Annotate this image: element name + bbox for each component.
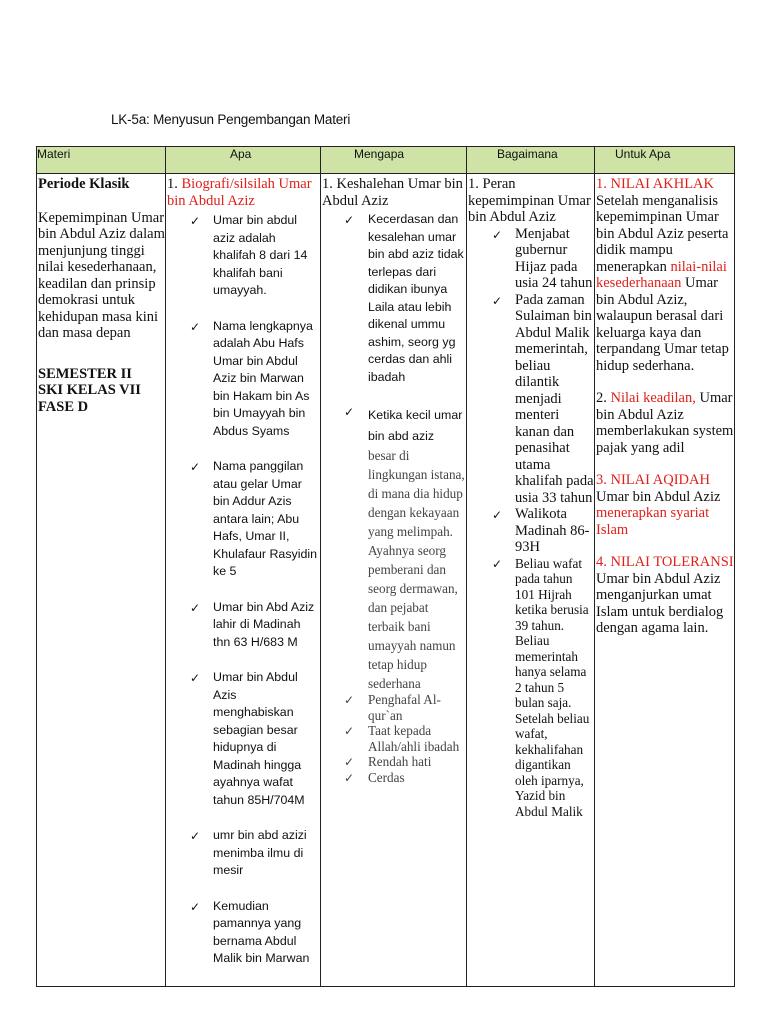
apa-heading	[167, 176, 320, 209]
header-bagaimana: Bagaimana	[467, 147, 595, 174]
list-item-text: Umar bin Abdul Azis menghabiskan sebagian besar hidupnya di Madinah hingga ayahnya wafat tahun 85H/704M	[213, 670, 305, 807]
period-label: Periode Klasik	[38, 176, 130, 192]
list-item	[322, 754, 466, 770]
document-title: LK-5a: Menyusun Pengembangan Materi	[111, 112, 351, 127]
check-mark-icon: ✓	[492, 508, 503, 522]
list-item	[468, 506, 594, 556]
content-row	[37, 174, 735, 987]
bagaimana-heading: 1. Peran kepemimpinan Umar bin Abdul Aziz	[468, 176, 591, 225]
mengapa-heading: 1. Keshalehan Umar bin Abdul Aziz	[322, 176, 463, 209]
list-item-text: Nama panggilan atau gelar Umar bin Addur Azis antara lain; Abu Hafs, Umar II, Khulafaur Rasyidin ke 5	[213, 459, 318, 578]
check-mark-icon: ✓	[492, 556, 503, 571]
check-mark-icon: ✓	[190, 671, 201, 685]
list-item-text: Kemudian pamannya yang bernama Abdul Malik bin Marwan	[213, 898, 310, 965]
check-mark-icon: ✓	[190, 899, 201, 914]
value-heading: 3. NILAI AQIDAH	[596, 472, 710, 488]
list-item	[167, 599, 320, 652]
list-item	[322, 404, 466, 692]
check-mark-icon: ✓	[344, 213, 355, 227]
check-mark-icon: ✓	[190, 460, 201, 474]
check-mark-icon: ✓	[190, 829, 201, 843]
header-mengapa: Mengapa	[321, 147, 467, 174]
list-item	[167, 458, 320, 581]
check-mark-icon: ✓	[344, 405, 355, 419]
list-item	[167, 318, 320, 441]
list-item-text: umr bin abd azizi menimba ilmu di mesir	[213, 828, 307, 877]
cell-materi	[37, 174, 166, 987]
value-text-cont: Umar bin Abdul Aziz, walaupun berasal dari keluarga kaya dan terpandang Umar tetap hidup sederhana.	[596, 275, 729, 374]
check-mark-icon: ✓	[190, 214, 201, 228]
value-heading: 1. NILAI AKHLAK	[596, 176, 714, 192]
check-mark-icon: ✓	[492, 227, 503, 242]
list-item	[322, 770, 466, 786]
cell-untuk-apa	[595, 174, 735, 987]
list-item	[167, 827, 320, 880]
list-item-text: Ketika kecil umar bin abd aziz	[368, 408, 463, 443]
apa-heading-number: 1.	[167, 176, 178, 192]
cell-apa	[166, 174, 321, 987]
value-text: Setelah menganalisis kepemimpinan Umar bin Abdul Aziz peserta didik mampu menerapkan	[596, 192, 729, 275]
list-item-text: Walikota Madinah 86-93H	[515, 506, 590, 555]
value-block-aqidah	[596, 472, 734, 538]
value-block-keadilan	[596, 390, 734, 456]
value-block-toleransi	[596, 554, 734, 637]
check-mark-icon: ✓	[190, 319, 201, 334]
check-mark-icon: ✓	[190, 600, 201, 615]
list-item	[468, 556, 594, 820]
phase-line: FASE D	[38, 398, 89, 415]
value-text: Umar bin Abdul Aziz menganjurkan umat Islam untuk berdialog dengan agama lain.	[596, 570, 724, 636]
semester-line: SEMESTER II	[38, 365, 132, 382]
list-item-text: Taat kepada Allah/ahli ibadah	[368, 723, 460, 754]
check-mark-icon: ✓	[344, 755, 355, 769]
list-item	[468, 226, 594, 292]
list-item-text: Kecerdasan dan kesalehan umar bin abd aziz tidak terlepas dari didikan ibunya Laila atau lebih dikenal ummu ashim, seorg yg cerdas dan ahli ibadah	[368, 212, 464, 384]
check-mark-icon: ✓	[344, 724, 355, 738]
list-item	[468, 292, 594, 507]
mengapa-list	[322, 211, 466, 785]
list-item-text: Nama lengkapnya adalah Abu Hafs Umar bin Abdul Aziz bin Marwan bin Hakam bin As bin Umayyah bin Abdus Syams	[213, 318, 313, 438]
check-mark-icon: ✓	[344, 770, 355, 785]
value-text: Umar bin Abdul Aziz memberlakukan system pajak yang adil	[596, 390, 734, 456]
header-materi: Materi	[37, 147, 166, 174]
apa-list	[167, 212, 320, 968]
value-highlight: nilai-nilai kesederhanaan	[596, 258, 727, 291]
list-item-text-cont: besar di lingkungan istana, di mana dia hidup dengan kekayaan yang melimpah. Ayahnya seorg pemberani dan seorg dermawan, dan pejabat terbaik bani umayyah namun tetap hidup sederhana	[368, 448, 465, 691]
value-highlight: menerapkan syariat Islam	[596, 505, 710, 538]
development-table	[36, 146, 735, 987]
header-row	[37, 147, 735, 174]
check-mark-icon: ✓	[492, 293, 503, 308]
check-mark-icon: ✓	[344, 693, 355, 707]
apa-heading-text: Biografi/silsilah Umar bin Abdul Aziz	[167, 176, 312, 209]
list-item	[167, 212, 320, 300]
value-text: Umar bin Abdul Aziz	[596, 488, 721, 505]
bagaimana-list	[468, 226, 594, 820]
value-block-akhlak	[596, 176, 734, 374]
list-item	[322, 211, 466, 386]
list-item-text: Cerdas	[368, 769, 405, 785]
list-item-text: Umar bin Abd Aziz lahir di Madinah thn 63 H/683 M	[213, 599, 315, 649]
list-item-text: Rendah hati	[368, 754, 432, 769]
class-line: SKI KELAS VII	[38, 382, 141, 398]
list-item-text: Pada zaman Sulaiman bin Abdul Malik memerintah, beliau dilantik menjadi menteri kanan dan penasihat utama khalifah pada usia 33 tahun	[515, 291, 594, 506]
cell-bagaimana	[467, 174, 595, 987]
cell-mengapa	[321, 174, 467, 987]
header-apa: Apa	[166, 147, 321, 174]
value-heading: 4. NILAI TOLERANSI	[596, 554, 734, 570]
value-number: 2.	[596, 390, 607, 406]
list-item	[322, 692, 466, 723]
list-item	[167, 669, 320, 809]
list-item-text: Penghafal Al-qur`an	[368, 692, 441, 723]
list-item-text: Menjabat gubernur Hijaz pada usia 24 tahun	[515, 225, 593, 291]
list-item-text: Beliau wafat pada tahun 101 Hijrah ketika berusia 39 tahun. Beliau memerintah hanya selama 2 tahun 5 bulan saja. Setelah beliau wafat, kekhalifahan digantikan oleh iparnya, Yazid bin Abdul Malik	[515, 555, 590, 819]
header-untuk-apa: Untuk Apa	[595, 147, 735, 174]
list-item	[167, 898, 320, 968]
materi-description: Kepemimpinan Umar bin Abdul Aziz dalam menjunjung tinggi nilai kesederhanaan, keadilan dan prinsip demokrasi untuk kehidupan masa kini dan masa depan	[38, 209, 165, 341]
semester-info	[38, 366, 165, 416]
list-item	[322, 723, 466, 754]
list-item-text: Umar bin abdul aziz adalah khalifah 8 dari 14 khalifah bani umayyah.	[213, 213, 308, 297]
value-heading: Nilai keadilan,	[610, 390, 696, 406]
